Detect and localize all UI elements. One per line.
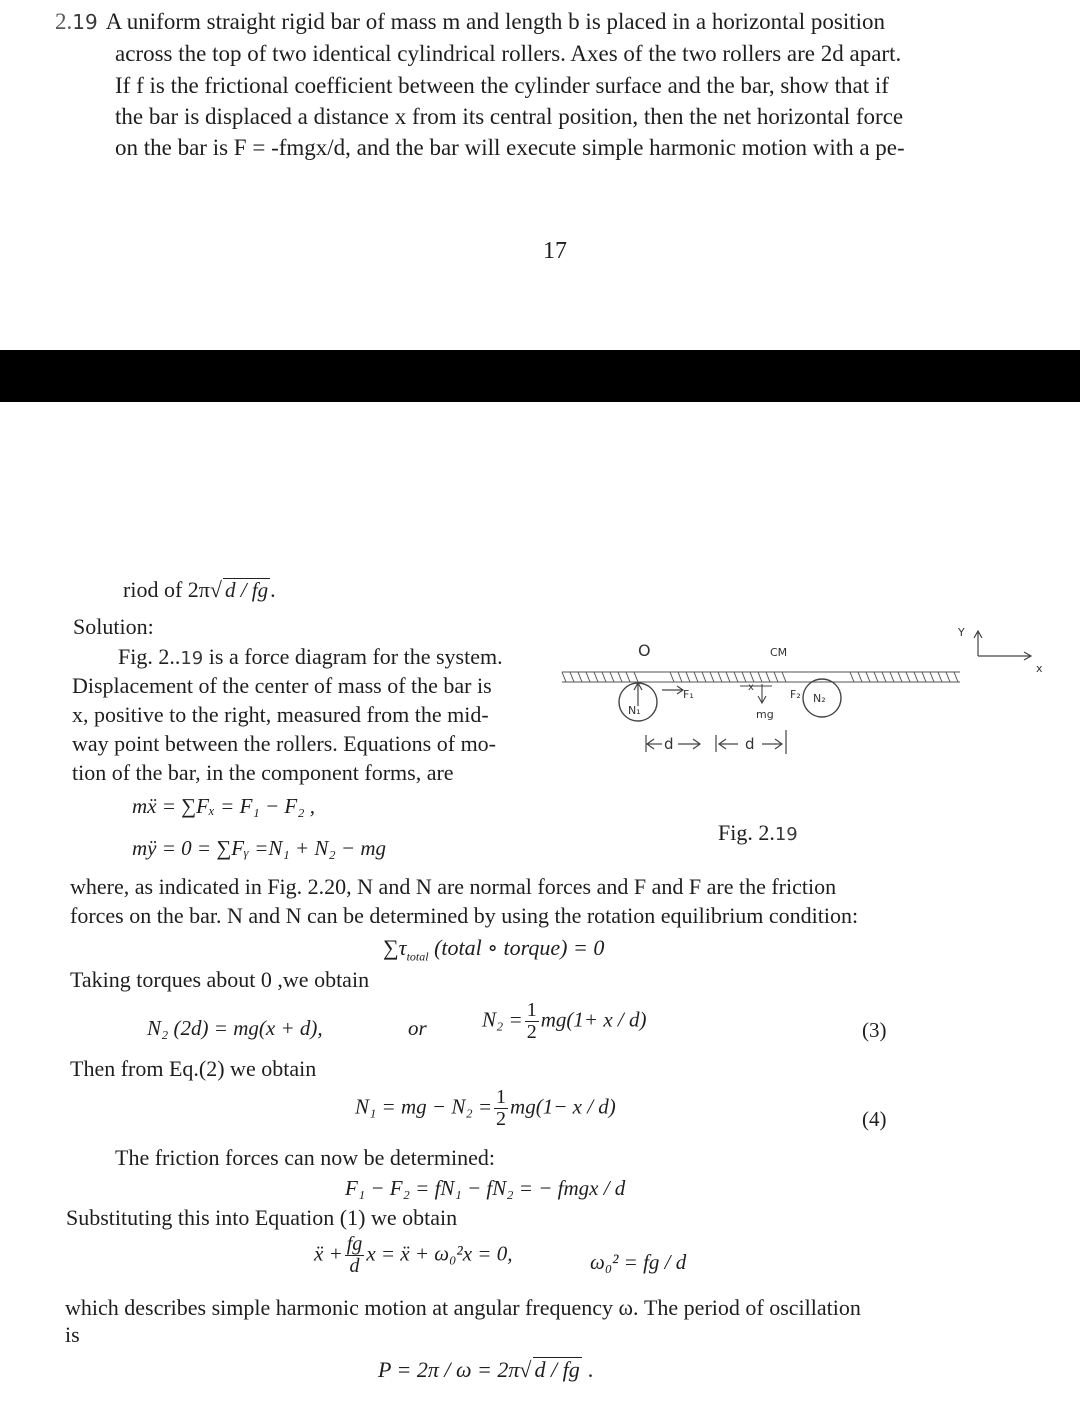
n1-equation [355,1087,616,1130]
figure-caption-text: Fig. 2. [718,820,775,845]
label-x: x [748,682,754,693]
fig-para-line-2: Displacement of the center of mass of the bar is [72,673,492,698]
fig-para-text: is a force diagram for the system. [203,644,503,669]
bar-hatching [562,672,960,682]
axis-y-label: Y [958,626,965,639]
sqrt-sign-icon: √ [209,577,222,602]
axis-x-label: x [1036,662,1043,675]
problem-text-line-2: across the top of two identical cylindrical rollers. Axes of the two rollers are 2d apart. [115,41,902,66]
problem-text-line-3: If f is the frictional coefficient between the cylinder surface and the bar, show that if [115,73,889,98]
n2-fraction-den: 2 [526,1021,537,1043]
torques-line: Taking torques about 0 ,we obtain [70,967,370,992]
substituting-line: Substituting this into Equation (1) we obtain [66,1205,458,1230]
n1-fraction-num: 1 [496,1086,507,1108]
period-equation [378,1357,593,1383]
equation-label-3: (3) [862,1018,887,1042]
label-cm: CM [770,646,788,659]
label-n2: N₂ [813,692,826,705]
label-d1: d [664,735,674,753]
torque-equation [383,935,604,964]
problem-text-line-1: A uniform straight rigid bar of mass m and length b is placed in a horizontal position [105,9,886,34]
then-line: Then from Eq.(2) we obtain [70,1056,317,1081]
period-line-radicand: d / fg [224,578,269,602]
figure-caption-handwritten: 19 [774,824,798,845]
n2-right-a: N₂ = [482,1007,523,1032]
label-o: O [638,641,651,660]
shm-equation [314,1234,512,1277]
label-n1: N₁ [628,704,641,717]
figure-caption [718,818,798,849]
fig-ref-handwritten: 19 [180,648,204,669]
period-line-end: . [270,577,276,602]
n2-right-b: mg(1+ x / d) [540,1007,647,1032]
black-band [0,350,1080,402]
period-line-text: riod of 2π [123,577,210,602]
fig-ref-text: Fig. 2.. [118,644,181,669]
problem-text-line-4: the bar is displaced a distance x from its central position, then the net horizontal force [115,104,904,129]
n1-fraction [494,1087,508,1130]
fig-para-line-4: way point between the rollers. Equations of mo- [72,731,497,756]
page-number: 17 [543,238,567,264]
problem-number: 2. [55,9,73,34]
where-line-1: where, as indicated in Fig. 2.20, N and N are normal forces and F and F are the friction [70,874,837,899]
shm-b: x = ẍ + ω₀²x = 0, [366,1241,513,1266]
equation-label-4: (4) [862,1107,887,1131]
problem-text-line-5: on the bar is F = -fmgx/d, and the bar will execute simple harmonic motion with a pe- [115,135,905,160]
or-text: or [408,1016,427,1040]
n2-right-equation [482,1000,646,1043]
force-diagram [550,610,1070,860]
shm-a: ẍ + [314,1241,343,1266]
n1-b: mg(1− x / d) [510,1094,616,1119]
friction-equation: F₁ − F₂ = fN₁ − fN₂ = − fmgx / d [345,1176,626,1200]
where-line-2: forces on the bar. N and N can be determined by using the rotation equilibrium condition: [70,903,859,928]
n2-fraction [525,1000,539,1043]
solution-label: Solution: [73,614,154,639]
fig-para-line-5: tion of the bar, in the component forms, are [72,760,454,785]
friction-intro-line: The friction forces can now be determined: [115,1145,495,1170]
torque-sub: total [406,949,429,964]
period-end: . [587,1357,594,1382]
n1-a: N₁ = mg − N₂ = [355,1094,493,1119]
label-f2: F₂ [790,688,801,701]
which-line: which describes simple harmonic motion at angular frequency ω. The period of oscillation [65,1295,861,1320]
equation-y: mÿ = 0 = ∑Fᵧ =N₁ + N₂ − mg [132,836,387,860]
omega-equation: ω₀² = fg / d [590,1250,687,1274]
shm-fraction [345,1234,365,1277]
problem-number-handwritten: 19 [72,10,98,34]
period-line [123,575,276,604]
period-sqrt-icon: √ [519,1357,532,1382]
torque-sum: ∑τ [383,935,407,960]
period-radicand: d / fg [534,1357,580,1382]
period-a: P = 2π / ω = 2π [378,1357,520,1382]
n1-fraction-den: 2 [496,1108,507,1130]
label-d2: d [745,735,755,753]
n2-left-equation: N₂ (2d) = mg(x + d), [147,1016,323,1040]
axis-x-arrow-icon [978,652,1031,660]
label-f1: F₁ [683,688,694,701]
torque-text: (total ∘ torque) = 0 [428,935,605,960]
n2-fraction-num: 1 [526,999,537,1021]
shm-fraction-num: fg [346,1233,363,1255]
label-mg: mg [756,708,774,721]
is-line: is [65,1322,80,1347]
shm-fraction-den: d [349,1255,360,1277]
problem-line-1 [55,6,885,39]
axis-y-arrow-icon [974,631,982,656]
fig-para-line-3: x, positive to the right, measured from the mid- [72,702,489,727]
equation-x: mẍ = ∑Fₓ = F₁ − F₂ , [132,794,316,818]
fig-para-line-1 [118,642,503,673]
